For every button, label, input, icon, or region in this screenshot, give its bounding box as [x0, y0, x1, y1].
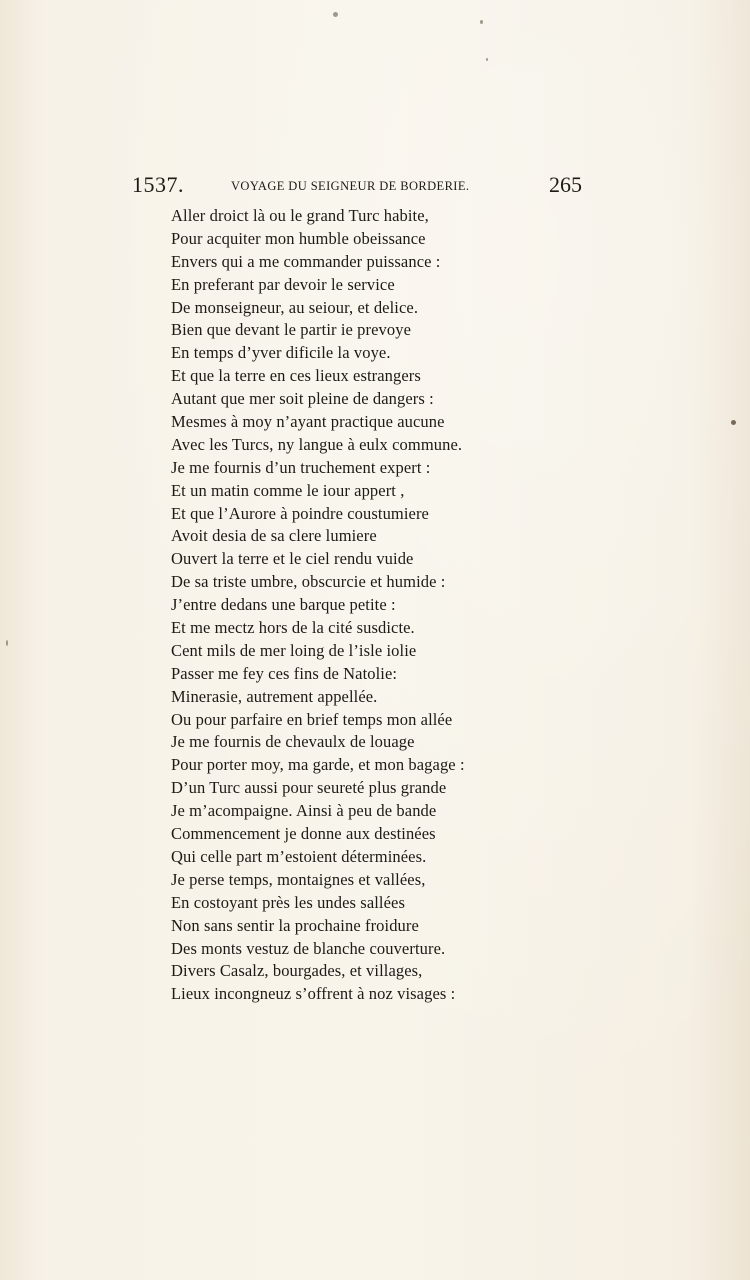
poem-line: Minerasie, autrement appellée.: [171, 686, 378, 706]
poem-line: Je m’acompaigne. Ainsi à peu de bande: [171, 801, 437, 821]
header-page-number: 265: [549, 172, 582, 197]
poem-line: Mesmes à moy n’ayant practique aucune: [171, 412, 445, 432]
poem-line: De monseigneur, au seiour, et delice.: [171, 297, 419, 317]
running-header: [132, 171, 582, 201]
ink-speck: [486, 58, 488, 61]
poem-line: En temps d’yver dificile la voye.: [171, 343, 391, 363]
poem-line: En costoyant près les undes sallées: [171, 892, 405, 912]
poem-line: Je me fournis de chevaulx de louage: [171, 732, 415, 752]
poem-line: De sa triste umbre, obscurcie et humide :: [171, 572, 446, 592]
poem-text: [171, 205, 531, 1006]
poem-line: Et que l’Aurore à poindre coustumiere: [171, 503, 429, 523]
ink-speck: [6, 640, 8, 646]
poem-line: Avoit desia de sa clere lumiere: [171, 526, 377, 546]
poem-line: Ouvert la terre et le ciel rendu vuide: [171, 549, 414, 569]
poem-line: Pour porter moy, ma garde, et mon bagage :: [171, 755, 465, 775]
header-year: 1537.: [132, 172, 184, 197]
poem-line: Avec les Turcs, ny langue à eulx commune.: [171, 434, 463, 454]
poem-line: Passer me fey ces fins de Natolie:: [171, 663, 398, 683]
ink-speck: [480, 20, 483, 24]
poem-line: Et que la terre en ces lieux estrangers: [171, 366, 421, 386]
header-running-title: VOYAGE DU SEIGNEUR DE BORDERIE.: [231, 179, 470, 193]
poem-line: Ou pour parfaire en brief temps mon allée: [171, 709, 453, 729]
poem-line: D’un Turc aussi pour seureté plus grande: [171, 778, 447, 798]
poem-line: Je me fournis d’un truchement expert :: [171, 457, 431, 477]
poem-line: Je perse temps, montaignes et vallées,: [171, 869, 426, 889]
poem-line: Commencement je donne aux destinées: [171, 824, 436, 844]
poem-line: Pour acquiter mon humble obeissance: [171, 228, 426, 248]
poem-line: Bien que devant le partir ie prevoye: [171, 320, 412, 340]
poem-line: Des monts vestuz de blanche couverture.: [171, 938, 446, 958]
poem-line: En preferant par devoir le service: [171, 274, 395, 294]
poem-line: Et un matin comme le iour appert ,: [171, 480, 405, 500]
poem-line: Envers qui a me commander puissance :: [171, 251, 441, 271]
poem-line: J’entre dedans une barque petite :: [171, 595, 396, 615]
poem-line: Et me mectz hors de la cité susdicte.: [171, 618, 415, 638]
poem-line: Divers Casalz, bourgades, et villages,: [171, 961, 423, 981]
poem-line: Aller droict là ou le grand Turc habite,: [171, 206, 429, 225]
poem-line: Lieux incongneuz s’offrent à noz visages :: [171, 984, 456, 1004]
poem-line: Non sans sentir la prochaine froidure: [171, 915, 419, 935]
poem-line: Qui celle part m’estoient déterminées.: [171, 846, 427, 866]
ink-speck: [333, 12, 338, 17]
ink-speck: [731, 420, 736, 425]
poem-line: Cent mils de mer loing de l’isle iolie: [171, 640, 417, 660]
poem-line: Autant que mer soit pleine de dangers :: [171, 389, 434, 409]
